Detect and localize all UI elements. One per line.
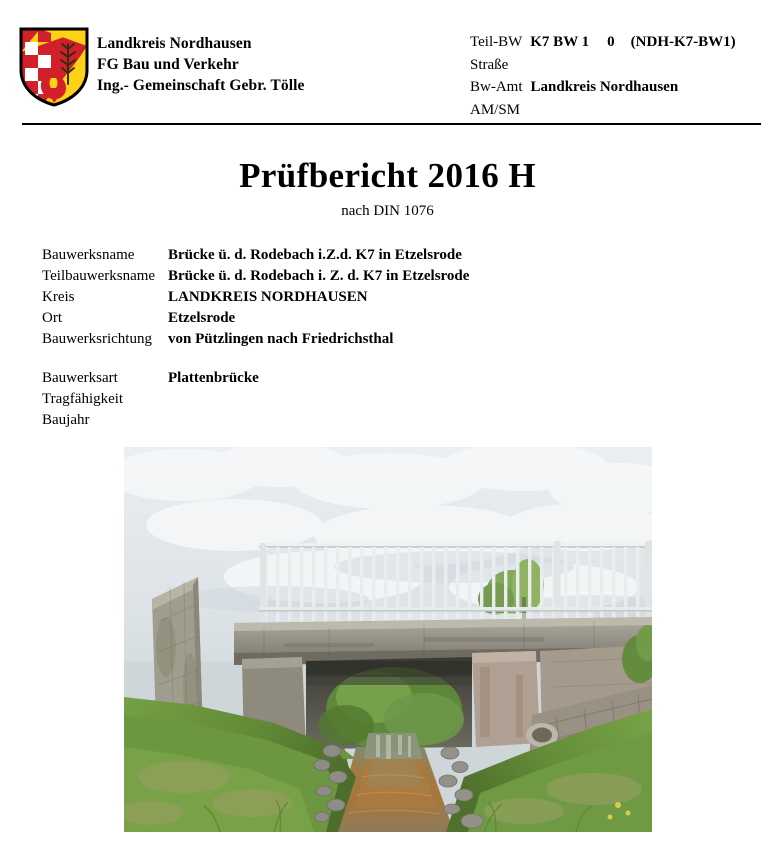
- info-row-ort: [42, 310, 469, 331]
- info-row-bauwerksname: [42, 247, 469, 268]
- info-row-bauwerksrichtung: [42, 331, 469, 352]
- info-value-kreis: LANDKREIS NORDHAUSEN: [168, 289, 368, 305]
- info-label-baujahr: Baujahr: [42, 412, 90, 428]
- bw-row-bw-amt: [470, 76, 736, 99]
- header-divider: [22, 123, 761, 125]
- info-value-bauwerksname: Brücke ü. d. Rodebach i.Z.d. K7 in Etzelsrode: [168, 247, 462, 263]
- organization-line-3: Ing.- Gemeinschaft Gebr. Tölle: [97, 77, 305, 94]
- info-value-teilbauwerksname: Brücke ü. d. Rodebach i. Z. d. K7 in Etzelsrode: [168, 268, 470, 284]
- organization-line-2: FG Bau und Verkehr: [97, 56, 239, 73]
- info-row-teilbauwerksname: [42, 268, 469, 289]
- info-row-tragfaehigkeit: [42, 391, 259, 412]
- bw-label-bw-amt: Bw-Amt: [470, 79, 523, 95]
- info-label-bauwerksart: Bauwerksart: [42, 370, 118, 386]
- info-value-bauwerksrichtung: von Pützlingen nach Friedrichsthal: [168, 331, 394, 347]
- organization-line-1: Landkreis Nordhausen: [97, 35, 252, 52]
- info-value-bauwerksart: Plattenbrücke: [168, 370, 259, 386]
- structure-info-block-primary: [42, 247, 469, 352]
- info-value-ort: Etzelsrode: [168, 310, 236, 326]
- bw-identification-block: [470, 31, 736, 121]
- page-header: [0, 0, 775, 124]
- info-row-kreis: [42, 289, 469, 310]
- organization-block: [97, 33, 305, 96]
- info-label-bauwerksrichtung: Bauwerksrichtung: [42, 331, 152, 347]
- info-label-ort: Ort: [42, 310, 62, 326]
- bridge-photograph: [124, 447, 652, 832]
- info-row-baujahr: [42, 412, 259, 433]
- nordhausen-coat-of-arms-icon: [18, 26, 90, 108]
- bw-row-strasse: [470, 54, 736, 77]
- bw-value-bw-amt: Landkreis Nordhausen: [530, 79, 679, 95]
- bw-row-am-sm: [470, 99, 736, 122]
- bw-value-teil-bw-code: (NDH-K7-BW1): [630, 34, 736, 50]
- info-label-bauwerksname: Bauwerksname: [42, 247, 135, 263]
- info-row-bauwerksart: [42, 370, 259, 391]
- page-title: Prüfbericht 2016 H: [239, 156, 536, 195]
- bw-label-strasse: Straße: [470, 56, 509, 73]
- bw-value-teil-bw-number: 0: [607, 34, 615, 50]
- bw-value-teil-bw: K7 BW 1: [530, 34, 590, 50]
- bw-row-teil-bw: [470, 31, 736, 54]
- info-label-tragfaehigkeit: Tragfähigkeit: [42, 391, 124, 407]
- bw-label-teil-bw: Teil-BW: [470, 34, 523, 50]
- info-label-teilbauwerksname: Teilbauwerksname: [42, 268, 156, 284]
- bw-label-am-sm: AM/SM: [470, 101, 521, 118]
- page-subtitle: nach DIN 1076: [341, 203, 434, 219]
- info-label-kreis: Kreis: [42, 289, 75, 305]
- structure-info-block-secondary: [42, 370, 259, 433]
